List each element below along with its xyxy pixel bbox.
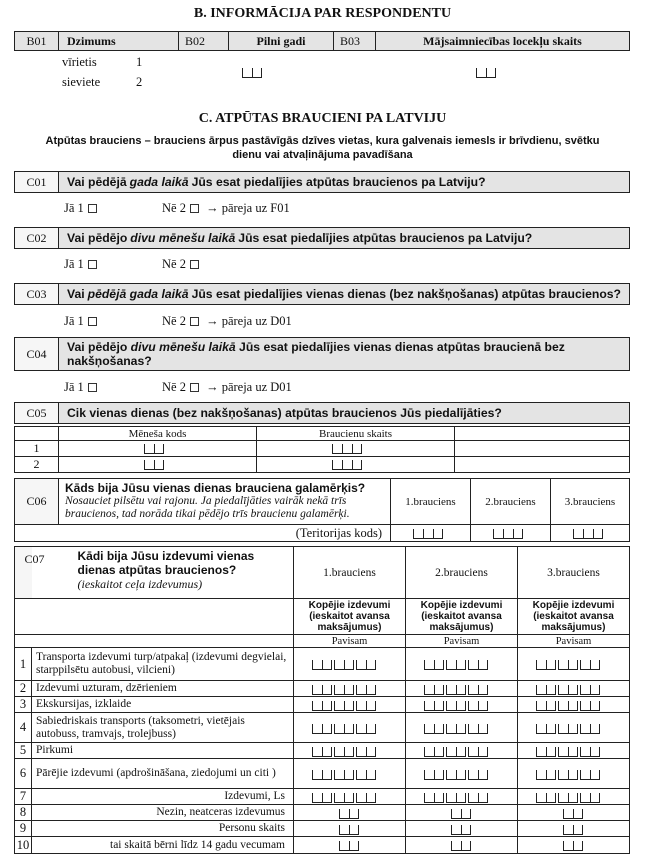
c06-table bbox=[14, 478, 630, 542]
section-c-title: C. ATPŪTAS BRAUCIENI PA LATVIJU bbox=[198, 111, 447, 126]
c07-trip-1: 1.brauciens bbox=[294, 547, 406, 599]
c07-row-label: Transporta izdevumi turp/atpakaļ (izdevumi degvielai, starppilsētu autobusi, vilcieni) bbox=[32, 648, 294, 681]
c07-trip-2: 2.brauciens bbox=[406, 547, 518, 599]
c07-amount-input[interactable] bbox=[536, 683, 602, 695]
c07-row bbox=[15, 743, 630, 759]
b02-label: Pilni gadi bbox=[229, 32, 334, 51]
c07-row-number: 9 bbox=[15, 821, 32, 837]
c07-subhead-2: Kopējie izdevumi (ieskaitot avansa maksājumus) bbox=[406, 599, 518, 635]
c06-territory-input-2[interactable] bbox=[493, 527, 523, 539]
c07-row-label: tai skaitā bērni līdz 14 gadu vecumam bbox=[32, 837, 294, 854]
c04-no[interactable]: Nē 2 → pāreja uz D01 bbox=[162, 380, 292, 394]
question-c05 bbox=[14, 402, 630, 424]
c07-amount-input[interactable] bbox=[312, 699, 378, 711]
c07-row-label: Nezin, neatceras izdevumus bbox=[32, 805, 294, 821]
c06-territory-label: (Teritorijas kods) bbox=[15, 525, 391, 542]
c01-yes[interactable]: Jā 1 bbox=[64, 201, 97, 216]
c02-yes[interactable]: Jā 1 bbox=[64, 257, 97, 272]
c07-row-label: Personu skaits bbox=[32, 821, 294, 837]
c07-amount-input[interactable] bbox=[424, 699, 490, 711]
c07-amount-input[interactable] bbox=[563, 823, 583, 835]
c07-row-number: 1 bbox=[15, 648, 32, 681]
c06-trip-1: 1.brauciens bbox=[391, 479, 471, 525]
c01-text: Vai pēdējā gada laikā Jūs esat piedalījies atpūtas braucienos pa Latviju? bbox=[67, 175, 486, 189]
c07-amount-input[interactable] bbox=[312, 658, 378, 670]
question-c02 bbox=[14, 227, 630, 249]
section-b-header bbox=[14, 31, 630, 51]
c07-amount-input[interactable] bbox=[563, 839, 583, 851]
c07-amount-input[interactable] bbox=[339, 807, 359, 819]
c07-amount-input[interactable] bbox=[451, 807, 471, 819]
b01-label: Dzimums bbox=[59, 32, 179, 51]
c07-amount-input[interactable] bbox=[424, 683, 490, 695]
c07-amount-input[interactable] bbox=[563, 807, 583, 819]
c07-table bbox=[14, 546, 630, 854]
gender-female-code[interactable]: 2 bbox=[136, 75, 143, 89]
section-c-definition: Atpūtas brauciens – brauciens ārpus pastāvīgās dzīves vietas, kura galvenais iemesls ir brīvdienu, svētku dienu vai atvaļinājuma pavadīšana bbox=[45, 135, 600, 161]
c05-row-1: 1 bbox=[15, 441, 59, 457]
c07-row-number: 4 bbox=[15, 713, 32, 743]
gender-female-label: sieviete bbox=[62, 75, 101, 89]
c07-row-number: 3 bbox=[15, 697, 32, 713]
c07-amount-input[interactable] bbox=[451, 839, 471, 851]
c05-col-month: Mēneša kods bbox=[59, 427, 257, 441]
c01-code: C01 bbox=[15, 172, 59, 192]
c07-row-label: Pārējie izdevumi (apdrošināšana, ziedojumi un citi ) bbox=[32, 759, 294, 789]
c04-code: C04 bbox=[15, 338, 59, 370]
b03-code: B03 bbox=[334, 32, 376, 51]
c02-code: C02 bbox=[15, 228, 59, 248]
c07-amount-input[interactable] bbox=[536, 658, 602, 670]
c07-amount-input[interactable] bbox=[312, 768, 378, 780]
c07-subhead-1: Kopējie izdevumi (ieskaitot avansa maksājumus) bbox=[294, 599, 406, 635]
gender-male-code[interactable]: 1 bbox=[136, 55, 143, 69]
c07-row bbox=[15, 821, 630, 837]
c07-row-number: 2 bbox=[15, 681, 32, 697]
c07-row-label: Pirkumi bbox=[32, 743, 294, 759]
c07-amount-input[interactable] bbox=[424, 722, 490, 734]
c07-amount-input[interactable] bbox=[536, 722, 602, 734]
c07-row bbox=[15, 713, 630, 743]
c07-subhead-3: Kopējie izdevumi (ieskaitot avansa maksājumus) bbox=[518, 599, 630, 635]
c07-row bbox=[15, 837, 630, 854]
c03-code: C03 bbox=[15, 284, 59, 304]
c02-no[interactable]: Nē 2 bbox=[162, 257, 199, 272]
c07-amount-input[interactable] bbox=[339, 823, 359, 835]
c05-text: Cik vienas dienas (bez nakšņošanas) atpūtas braucienos Jūs piedalījāties? bbox=[67, 406, 502, 420]
c07-amount-input[interactable] bbox=[424, 791, 490, 803]
household-size-input[interactable] bbox=[476, 66, 496, 78]
c07-row-label: Sabiedriskais transports (taksometri, vietējais autobuss, tramvajs, trolejbuss) bbox=[32, 713, 294, 743]
c07-row-number: 10 bbox=[15, 837, 32, 854]
c03-no[interactable]: Nē 2 → pāreja uz D01 bbox=[162, 314, 292, 328]
c07-code: C07 bbox=[24, 551, 45, 566]
c07-row-label: Ekskursijas, izklaide bbox=[32, 697, 294, 713]
c03-yes[interactable]: Jā 1 bbox=[64, 314, 97, 329]
c07-amount-input[interactable] bbox=[424, 745, 490, 757]
c07-amount-input[interactable] bbox=[536, 745, 602, 757]
c06-note: Nosauciet pilsētu vai rajonu. Ja piedalījāties vairāk nekā trīs braucienos, tad norāda tikai pēdējo trīs braucienu galamērķi. bbox=[65, 495, 350, 520]
c06-trip-3: 3.brauciens bbox=[551, 479, 630, 525]
c07-row bbox=[15, 648, 630, 681]
question-c03 bbox=[14, 283, 630, 305]
c06-text: Kāds bija Jūsu vienas dienas brauciena galamērķis? bbox=[65, 481, 366, 495]
c06-code: C06 bbox=[15, 479, 59, 525]
c03-text: Vai pēdējā gada laikā Jūs esat piedalījies vienas dienas (bez nakšņošanas) atpūtas braucienos? bbox=[67, 287, 621, 301]
c07-row-number: 5 bbox=[15, 743, 32, 759]
c07-row bbox=[15, 759, 630, 789]
c07-row-number: 8 bbox=[15, 805, 32, 821]
c05-col-count: Braucienu skaits bbox=[257, 427, 455, 441]
c04-yes[interactable]: Jā 1 bbox=[64, 380, 97, 395]
c07-amount-input[interactable] bbox=[424, 658, 490, 670]
c07-row bbox=[15, 789, 630, 805]
c05-row-2: 2 bbox=[15, 457, 59, 473]
c07-total-2: Pavisam bbox=[406, 635, 518, 648]
c02-text: Vai pēdējo divu mēnešu laikā Jūs esat piedalījies atpūtas braucienos pa Latviju? bbox=[67, 231, 533, 245]
section-b-title: B. INFORMĀCIJA PAR RESPONDENTU bbox=[193, 6, 452, 21]
c07-row-number: 7 bbox=[15, 789, 32, 805]
question-c04 bbox=[14, 337, 630, 371]
b01-code: B01 bbox=[15, 32, 59, 51]
c01-no[interactable]: Nē 2 → pāreja uz F01 bbox=[162, 201, 290, 215]
c07-amount-input[interactable] bbox=[536, 791, 602, 803]
c07-amount-input[interactable] bbox=[312, 722, 378, 734]
c07-row bbox=[15, 681, 630, 697]
c07-note: (ieskaitot ceļa izdevumus) bbox=[77, 577, 203, 591]
question-c01 bbox=[14, 171, 630, 193]
c07-amount-input[interactable] bbox=[312, 683, 378, 695]
c06-trip-2: 2.brauciens bbox=[471, 479, 551, 525]
c07-amount-input[interactable] bbox=[536, 699, 602, 711]
c07-text: Kādi bija Jūsu izdevumi vienas dienas atpūtas braucienos? bbox=[77, 549, 255, 577]
b03-label: Mājsaimniecības locekļu skaits bbox=[376, 32, 630, 51]
age-input[interactable] bbox=[242, 66, 262, 78]
c06-territory-input-3[interactable] bbox=[573, 527, 603, 539]
c05-table bbox=[14, 426, 630, 473]
c05-count-input-2[interactable] bbox=[332, 458, 362, 470]
c04-text: Vai pēdējo divu mēnešu laikā Jūs esat piedalījies vienas dienas atpūtas braucienā bez nakšņošanas? bbox=[67, 340, 565, 368]
c07-row-number: 6 bbox=[15, 759, 32, 789]
c07-trip-3: 3.brauciens bbox=[518, 547, 630, 599]
c06-territory-input-1[interactable] bbox=[413, 527, 443, 539]
c07-row-label: Izdevumi, Ls bbox=[32, 789, 294, 805]
c05-month-input-2[interactable] bbox=[144, 458, 164, 470]
c07-amount-input[interactable] bbox=[451, 823, 471, 835]
c07-total-1: Pavisam bbox=[294, 635, 406, 648]
c05-month-input-1[interactable] bbox=[144, 442, 164, 454]
c07-amount-input[interactable] bbox=[339, 839, 359, 851]
c07-row bbox=[15, 805, 630, 821]
c07-row-label: Izdevumi uzturam, dzērieniem bbox=[32, 681, 294, 697]
c07-row bbox=[15, 697, 630, 713]
c07-amount-input[interactable] bbox=[536, 768, 602, 780]
c07-amount-input[interactable] bbox=[424, 768, 490, 780]
c07-amount-input[interactable] bbox=[312, 791, 378, 803]
b02-code: B02 bbox=[179, 32, 229, 51]
c05-code: C05 bbox=[15, 403, 59, 423]
c05-count-input-1[interactable] bbox=[332, 442, 362, 454]
c07-amount-input[interactable] bbox=[312, 745, 378, 757]
c07-total-3: Pavisam bbox=[518, 635, 630, 648]
gender-male-label: vīrietis bbox=[62, 55, 97, 69]
